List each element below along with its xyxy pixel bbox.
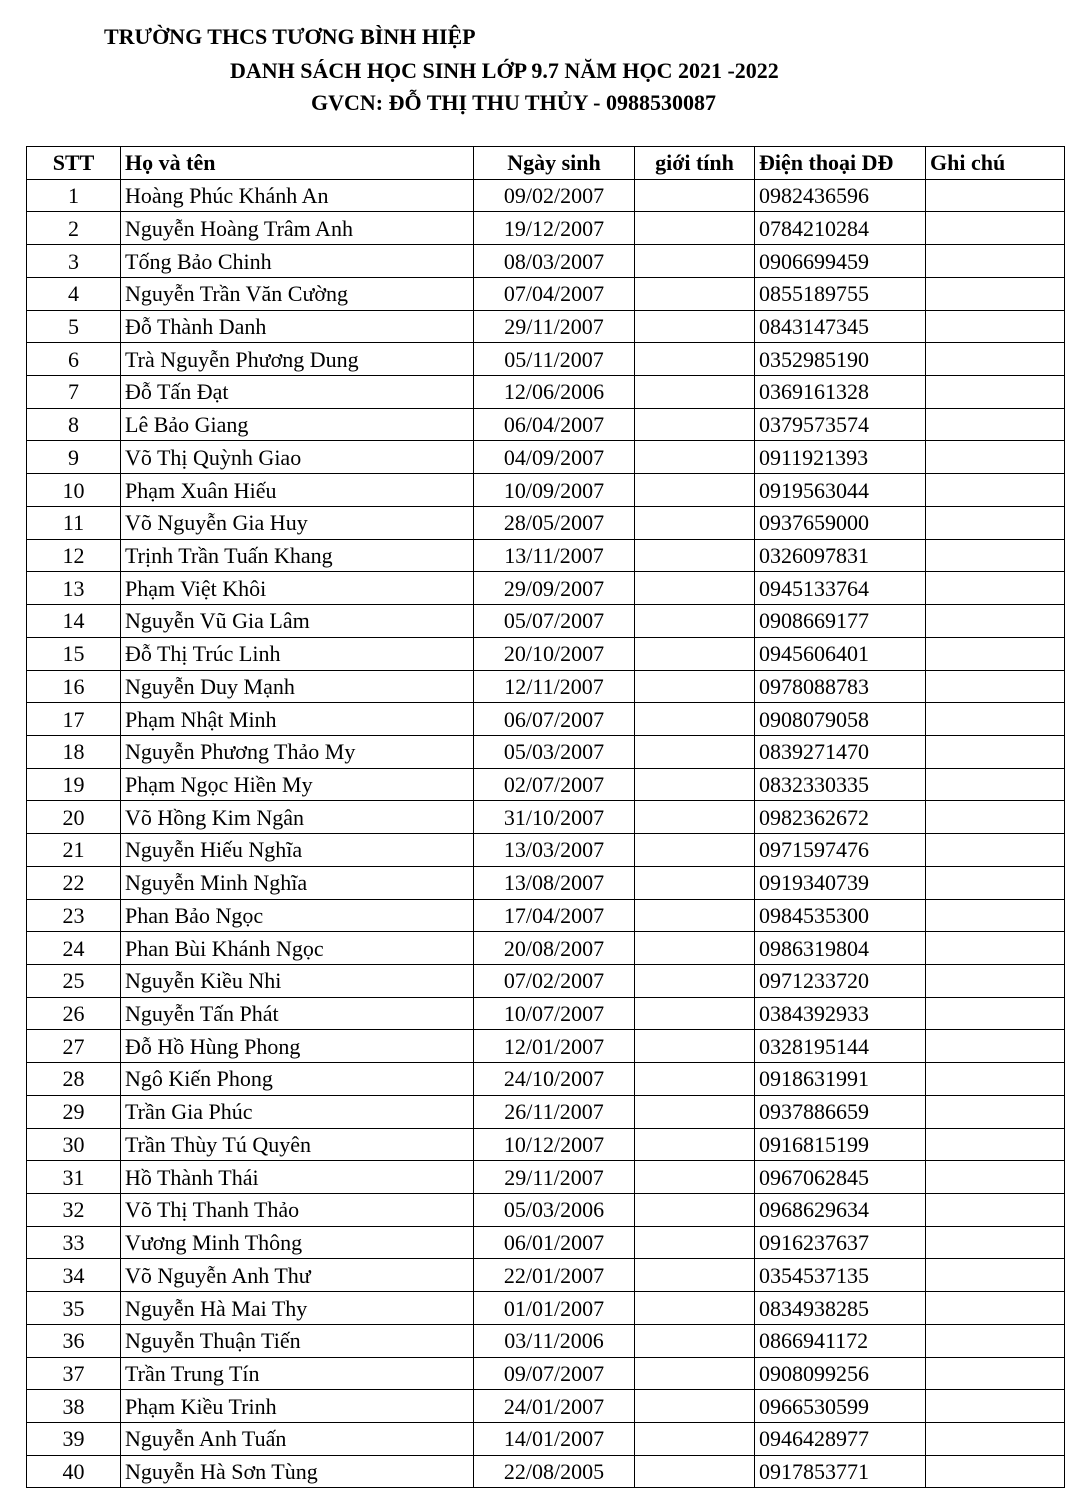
cell-stt: 23 (27, 899, 121, 932)
cell-gender (635, 1128, 755, 1161)
cell-note (926, 245, 1065, 278)
cell-birthdate: 03/11/2006 (474, 1324, 635, 1357)
cell-stt: 19 (27, 768, 121, 801)
cell-note (926, 1259, 1065, 1292)
cell-gender (635, 1455, 755, 1488)
cell-gender (635, 637, 755, 670)
cell-name: Võ Hồng Kim Ngân (121, 801, 474, 834)
table-row (27, 1324, 1065, 1357)
table-row (27, 376, 1065, 409)
cell-gender (635, 1226, 755, 1259)
cell-name: Nguyễn Hà Sơn Tùng (121, 1455, 474, 1488)
table-row (27, 539, 1065, 572)
column-header-birthdate: Ngày sinh (474, 147, 635, 180)
cell-note (926, 1357, 1065, 1390)
cell-phone: 0784210284 (755, 212, 926, 245)
cell-phone: 0908079058 (755, 703, 926, 736)
cell-birthdate: 17/04/2007 (474, 899, 635, 932)
cell-name: Nguyễn Hiếu Nghĩa (121, 834, 474, 867)
cell-birthdate: 06/01/2007 (474, 1226, 635, 1259)
cell-stt: 38 (27, 1390, 121, 1423)
cell-stt: 30 (27, 1128, 121, 1161)
cell-stt: 8 (27, 408, 121, 441)
cell-stt: 9 (27, 441, 121, 474)
cell-gender (635, 474, 755, 507)
cell-note (926, 1161, 1065, 1194)
cell-stt: 4 (27, 277, 121, 310)
cell-birthdate: 19/12/2007 (474, 212, 635, 245)
cell-stt: 7 (27, 376, 121, 409)
cell-birthdate: 22/08/2005 (474, 1455, 635, 1488)
cell-birthdate: 13/03/2007 (474, 834, 635, 867)
cell-gender (635, 245, 755, 278)
cell-name: Nguyễn Kiều Nhi (121, 964, 474, 997)
cell-gender (635, 277, 755, 310)
cell-birthdate: 26/11/2007 (474, 1095, 635, 1128)
cell-phone: 0945606401 (755, 637, 926, 670)
cell-stt: 39 (27, 1423, 121, 1456)
cell-note (926, 1030, 1065, 1063)
table-row (27, 1292, 1065, 1325)
cell-note (926, 768, 1065, 801)
cell-gender (635, 408, 755, 441)
cell-note (926, 703, 1065, 736)
cell-note (926, 1095, 1065, 1128)
cell-birthdate: 05/07/2007 (474, 605, 635, 638)
table-row (27, 932, 1065, 965)
cell-gender (635, 212, 755, 245)
table-row (27, 506, 1065, 539)
cell-phone: 0839271470 (755, 735, 926, 768)
cell-phone: 0843147345 (755, 310, 926, 343)
table-row (27, 1259, 1065, 1292)
cell-name: Võ Nguyễn Gia Huy (121, 506, 474, 539)
cell-name: Hồ Thành Thái (121, 1161, 474, 1194)
table-row (27, 245, 1065, 278)
cell-stt: 18 (27, 735, 121, 768)
table-row (27, 1194, 1065, 1227)
cell-birthdate: 14/01/2007 (474, 1423, 635, 1456)
cell-note (926, 1324, 1065, 1357)
table-row (27, 670, 1065, 703)
cell-gender (635, 670, 755, 703)
cell-phone: 0986319804 (755, 932, 926, 965)
cell-name: Phạm Xuân Hiếu (121, 474, 474, 507)
cell-name: Nguyễn Anh Tuấn (121, 1423, 474, 1456)
cell-phone: 0832330335 (755, 768, 926, 801)
cell-stt: 10 (27, 474, 121, 507)
cell-name: Nguyễn Duy Mạnh (121, 670, 474, 703)
cell-gender (635, 735, 755, 768)
table-row (27, 1095, 1065, 1128)
cell-note (926, 866, 1065, 899)
cell-phone: 0978088783 (755, 670, 926, 703)
cell-phone: 0919340739 (755, 866, 926, 899)
cell-birthdate: 24/01/2007 (474, 1390, 635, 1423)
cell-note (926, 637, 1065, 670)
cell-name: Đỗ Thị Trúc Linh (121, 637, 474, 670)
cell-phone: 0354537135 (755, 1259, 926, 1292)
cell-birthdate: 04/09/2007 (474, 441, 635, 474)
cell-note (926, 899, 1065, 932)
cell-phone: 0916237637 (755, 1226, 926, 1259)
cell-phone: 0326097831 (755, 539, 926, 572)
cell-gender (635, 376, 755, 409)
cell-note (926, 1423, 1065, 1456)
cell-note (926, 441, 1065, 474)
table-row (27, 343, 1065, 376)
table-row (27, 474, 1065, 507)
table-row (27, 768, 1065, 801)
cell-gender (635, 1063, 755, 1096)
cell-gender (635, 1030, 755, 1063)
cell-stt: 16 (27, 670, 121, 703)
table-row (27, 408, 1065, 441)
cell-stt: 5 (27, 310, 121, 343)
cell-name: Nguyễn Tấn Phát (121, 997, 474, 1030)
cell-birthdate: 01/01/2007 (474, 1292, 635, 1325)
cell-birthdate: 05/11/2007 (474, 343, 635, 376)
cell-birthdate: 29/09/2007 (474, 572, 635, 605)
cell-note (926, 212, 1065, 245)
cell-note (926, 408, 1065, 441)
cell-stt: 32 (27, 1194, 121, 1227)
cell-phone: 0971597476 (755, 834, 926, 867)
cell-gender (635, 866, 755, 899)
cell-phone: 0967062845 (755, 1161, 926, 1194)
cell-phone: 0352985190 (755, 343, 926, 376)
cell-name: Võ Thị Quỳnh Giao (121, 441, 474, 474)
cell-stt: 34 (27, 1259, 121, 1292)
cell-name: Ngô Kiến Phong (121, 1063, 474, 1096)
document-title: DANH SÁCH HỌC SINH LỚP 9.7 NĂM HỌC 2021 -2022 (230, 58, 779, 83)
cell-birthdate: 10/12/2007 (474, 1128, 635, 1161)
cell-stt: 3 (27, 245, 121, 278)
cell-gender (635, 1259, 755, 1292)
table-row (27, 834, 1065, 867)
cell-gender (635, 572, 755, 605)
cell-stt: 21 (27, 834, 121, 867)
cell-name: Vương Minh Thông (121, 1226, 474, 1259)
cell-phone: 0917853771 (755, 1455, 926, 1488)
column-header-stt: STT (27, 147, 121, 180)
column-header-gender: giới tính (635, 147, 755, 180)
table-row (27, 866, 1065, 899)
cell-gender (635, 343, 755, 376)
cell-name: Phạm Kiều Trinh (121, 1390, 474, 1423)
table-row (27, 964, 1065, 997)
cell-name: Đỗ Thành Danh (121, 310, 474, 343)
cell-note (926, 1063, 1065, 1096)
table-row (27, 605, 1065, 638)
cell-birthdate: 09/02/2007 (474, 179, 635, 212)
cell-stt: 6 (27, 343, 121, 376)
cell-note (926, 1455, 1065, 1488)
cell-note (926, 1390, 1065, 1423)
cell-stt: 31 (27, 1161, 121, 1194)
cell-name: Nguyễn Trần Văn Cường (121, 277, 474, 310)
cell-note (926, 932, 1065, 965)
table-header-row (27, 147, 1065, 180)
cell-note (926, 605, 1065, 638)
cell-phone: 0866941172 (755, 1324, 926, 1357)
homeroom-teacher: GVCN: ĐỖ THỊ THU THỦY - 0988530087 (311, 90, 717, 115)
cell-stt: 40 (27, 1455, 121, 1488)
cell-birthdate: 07/04/2007 (474, 277, 635, 310)
cell-birthdate: 13/08/2007 (474, 866, 635, 899)
cell-birthdate: 10/07/2007 (474, 997, 635, 1030)
cell-birthdate: 08/03/2007 (474, 245, 635, 278)
cell-stt: 2 (27, 212, 121, 245)
cell-name: Nguyễn Hoàng Trâm Anh (121, 212, 474, 245)
cell-stt: 33 (27, 1226, 121, 1259)
cell-note (926, 834, 1065, 867)
cell-note (926, 670, 1065, 703)
cell-stt: 12 (27, 539, 121, 572)
cell-phone: 0911921393 (755, 441, 926, 474)
cell-name: Võ Thị Thanh Thảo (121, 1194, 474, 1227)
cell-birthdate: 31/10/2007 (474, 801, 635, 834)
cell-phone: 0906699459 (755, 245, 926, 278)
cell-phone: 0982362672 (755, 801, 926, 834)
cell-phone: 0384392933 (755, 997, 926, 1030)
cell-stt: 15 (27, 637, 121, 670)
cell-gender (635, 834, 755, 867)
cell-gender (635, 179, 755, 212)
cell-note (926, 343, 1065, 376)
cell-stt: 1 (27, 179, 121, 212)
table-row (27, 1423, 1065, 1456)
cell-birthdate: 10/09/2007 (474, 474, 635, 507)
cell-note (926, 310, 1065, 343)
cell-birthdate: 24/10/2007 (474, 1063, 635, 1096)
cell-birthdate: 20/10/2007 (474, 637, 635, 670)
cell-phone: 0908099256 (755, 1357, 926, 1390)
table-row (27, 1161, 1065, 1194)
cell-note (926, 277, 1065, 310)
cell-gender (635, 964, 755, 997)
cell-gender (635, 1423, 755, 1456)
cell-stt: 28 (27, 1063, 121, 1096)
cell-name: Lê Bảo Giang (121, 408, 474, 441)
cell-birthdate: 05/03/2007 (474, 735, 635, 768)
cell-gender (635, 1095, 755, 1128)
cell-stt: 11 (27, 506, 121, 539)
cell-phone: 0945133764 (755, 572, 926, 605)
cell-note (926, 1292, 1065, 1325)
cell-note (926, 539, 1065, 572)
cell-gender (635, 703, 755, 736)
cell-note (926, 506, 1065, 539)
cell-gender (635, 997, 755, 1030)
cell-birthdate: 09/07/2007 (474, 1357, 635, 1390)
cell-note (926, 474, 1065, 507)
cell-phone: 0966530599 (755, 1390, 926, 1423)
cell-birthdate: 02/07/2007 (474, 768, 635, 801)
cell-phone: 0946428977 (755, 1423, 926, 1456)
cell-stt: 22 (27, 866, 121, 899)
cell-phone: 0919563044 (755, 474, 926, 507)
cell-name: Trần Thùy Tú Quyên (121, 1128, 474, 1161)
cell-phone: 0379573574 (755, 408, 926, 441)
table-row (27, 801, 1065, 834)
cell-name: Trần Gia Phúc (121, 1095, 474, 1128)
table-row (27, 735, 1065, 768)
table-row (27, 441, 1065, 474)
cell-phone: 0918631991 (755, 1063, 926, 1096)
cell-gender (635, 801, 755, 834)
cell-name: Nguyễn Thuận Tiến (121, 1324, 474, 1357)
cell-birthdate: 29/11/2007 (474, 310, 635, 343)
cell-stt: 13 (27, 572, 121, 605)
cell-gender (635, 899, 755, 932)
cell-birthdate: 13/11/2007 (474, 539, 635, 572)
cell-birthdate: 12/06/2006 (474, 376, 635, 409)
cell-name: Nguyễn Vũ Gia Lâm (121, 605, 474, 638)
table-row (27, 997, 1065, 1030)
cell-name: Phạm Nhật Minh (121, 703, 474, 736)
table-row (27, 212, 1065, 245)
cell-name: Trịnh Trần Tuấn Khang (121, 539, 474, 572)
cell-gender (635, 506, 755, 539)
cell-gender (635, 1390, 755, 1423)
cell-phone: 0328195144 (755, 1030, 926, 1063)
cell-note (926, 735, 1065, 768)
cell-birthdate: 05/03/2006 (474, 1194, 635, 1227)
table-row (27, 1128, 1065, 1161)
table-row (27, 1063, 1065, 1096)
cell-note (926, 964, 1065, 997)
table-row (27, 637, 1065, 670)
table-row (27, 277, 1065, 310)
cell-birthdate: 06/04/2007 (474, 408, 635, 441)
cell-phone: 0984535300 (755, 899, 926, 932)
cell-gender (635, 768, 755, 801)
cell-note (926, 376, 1065, 409)
column-header-phone: Điện thoại DĐ (755, 147, 926, 180)
cell-stt: 35 (27, 1292, 121, 1325)
cell-stt: 25 (27, 964, 121, 997)
table-row (27, 1226, 1065, 1259)
table-row (27, 1390, 1065, 1423)
cell-gender (635, 441, 755, 474)
cell-birthdate: 06/07/2007 (474, 703, 635, 736)
cell-note (926, 801, 1065, 834)
cell-stt: 24 (27, 932, 121, 965)
cell-name: Tống Bảo Chinh (121, 245, 474, 278)
cell-gender (635, 1194, 755, 1227)
cell-birthdate: 12/11/2007 (474, 670, 635, 703)
cell-phone: 0937886659 (755, 1095, 926, 1128)
cell-name: Nguyễn Minh Nghĩa (121, 866, 474, 899)
column-header-note: Ghi chú (926, 147, 1065, 180)
cell-phone: 0982436596 (755, 179, 926, 212)
cell-note (926, 1226, 1065, 1259)
cell-phone: 0369161328 (755, 376, 926, 409)
cell-gender (635, 1357, 755, 1390)
cell-gender (635, 1324, 755, 1357)
cell-name: Đỗ Tấn Đạt (121, 376, 474, 409)
cell-note (926, 572, 1065, 605)
cell-birthdate: 12/01/2007 (474, 1030, 635, 1063)
table-row (27, 179, 1065, 212)
cell-name: Phan Bùi Khánh Ngọc (121, 932, 474, 965)
cell-gender (635, 932, 755, 965)
cell-name: Nguyễn Hà Mai Thy (121, 1292, 474, 1325)
cell-stt: 17 (27, 703, 121, 736)
cell-stt: 29 (27, 1095, 121, 1128)
cell-gender (635, 1292, 755, 1325)
cell-phone: 0908669177 (755, 605, 926, 638)
cell-gender (635, 539, 755, 572)
table-row (27, 310, 1065, 343)
cell-birthdate: 20/08/2007 (474, 932, 635, 965)
cell-note (926, 179, 1065, 212)
cell-note (926, 997, 1065, 1030)
cell-gender (635, 1161, 755, 1194)
cell-phone: 0916815199 (755, 1128, 926, 1161)
table-row (27, 703, 1065, 736)
cell-name: Võ Nguyễn Anh Thư (121, 1259, 474, 1292)
cell-phone: 0971233720 (755, 964, 926, 997)
cell-name: Phạm Ngọc Hiền My (121, 768, 474, 801)
student-table (26, 146, 1065, 1488)
cell-birthdate: 07/02/2007 (474, 964, 635, 997)
cell-name: Hoàng Phúc Khánh An (121, 179, 474, 212)
table-row (27, 1030, 1065, 1063)
school-name: TRƯỜNG THCS TƯƠNG BÌNH HIỆP (104, 24, 476, 49)
cell-stt: 26 (27, 997, 121, 1030)
table-row (27, 1455, 1065, 1488)
column-header-name: Họ và tên (121, 147, 474, 180)
cell-name: Phạm Việt Khôi (121, 572, 474, 605)
cell-phone: 0968629634 (755, 1194, 926, 1227)
cell-name: Nguyễn Phương Thảo My (121, 735, 474, 768)
cell-stt: 36 (27, 1324, 121, 1357)
table-row (27, 572, 1065, 605)
cell-phone: 0937659000 (755, 506, 926, 539)
cell-note (926, 1194, 1065, 1227)
cell-phone: 0855189755 (755, 277, 926, 310)
cell-name: Trà Nguyễn Phương Dung (121, 343, 474, 376)
cell-gender (635, 310, 755, 343)
cell-name: Đỗ Hồ Hùng Phong (121, 1030, 474, 1063)
cell-birthdate: 22/01/2007 (474, 1259, 635, 1292)
cell-name: Trần Trung Tín (121, 1357, 474, 1390)
cell-stt: 27 (27, 1030, 121, 1063)
cell-stt: 20 (27, 801, 121, 834)
table-row (27, 1357, 1065, 1390)
cell-birthdate: 29/11/2007 (474, 1161, 635, 1194)
cell-phone: 0834938285 (755, 1292, 926, 1325)
cell-name: Phan Bảo Ngọc (121, 899, 474, 932)
cell-stt: 14 (27, 605, 121, 638)
cell-gender (635, 605, 755, 638)
table-row (27, 899, 1065, 932)
cell-birthdate: 28/05/2007 (474, 506, 635, 539)
cell-stt: 37 (27, 1357, 121, 1390)
cell-note (926, 1128, 1065, 1161)
